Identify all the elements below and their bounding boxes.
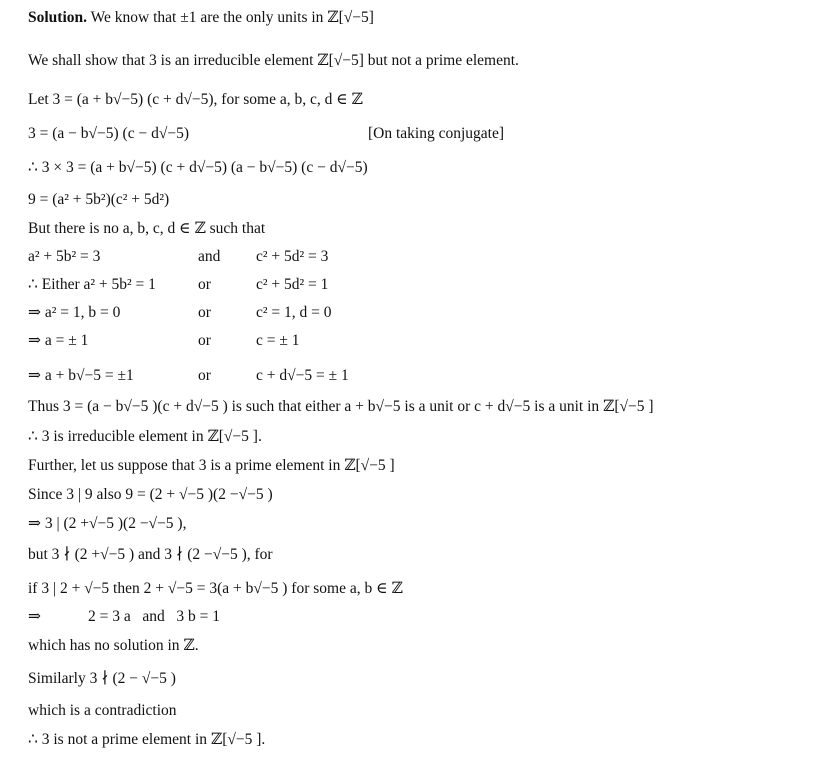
line-text: ∴ 3 is irreducible element in ℤ[√−5 ]. [28, 428, 262, 445]
line-text: 3 = (a − b√−5) (c − d√−5) [28, 125, 190, 142]
connector: or [198, 276, 211, 293]
line-text: Thus 3 = (a − b√−5 )(c + d√−5 ) is such that either a + b√−5 is a unit or c + d√−5 is a unit in ℤ[√−5 ] [28, 398, 654, 415]
line-9 [28, 275, 448, 295]
line-text: We shall show that 3 is an irreducible element ℤ[√−5] but not a prime element. [28, 52, 519, 69]
line-17 [28, 514, 186, 534]
line-3 [28, 90, 363, 110]
line-right: 2 = 3 a and 3 b = 1 [88, 608, 220, 625]
line-18 [28, 545, 273, 565]
line-22 [28, 669, 176, 689]
line-text: Similarly 3 ∤ (2 − √−5 ) [28, 670, 176, 687]
line-14 [28, 427, 262, 447]
line-text: which is a contradiction [28, 702, 177, 719]
line-text: which has no solution in ℤ. [28, 637, 199, 654]
line-20 [28, 607, 328, 627]
line-24 [28, 730, 265, 750]
line-right: c = ± 1 [256, 332, 300, 349]
line-text: but 3 ∤ (2 +√−5 ) and 3 ∤ (2 −√−5 ), for [28, 546, 273, 563]
line-text: Let 3 = (a + b√−5) (c + d√−5), for some a, b, c, d ∈ ℤ [28, 91, 363, 108]
line-1 [28, 8, 374, 28]
connector: or [198, 367, 211, 384]
line-text: 9 = (a² + 5b²)(c² + 5d²) [28, 191, 170, 208]
line-text: ⇒ 3 | (2 +√−5 )(2 −√−5 ), [28, 515, 187, 532]
line-right: c² = 1, d = 0 [256, 304, 332, 321]
line-5 [28, 158, 368, 178]
line-text: ⇒ a = ± 1 [28, 332, 89, 349]
line-text: ∴ 3 is not a prime element in ℤ[√−5 ]. [28, 731, 266, 748]
line-comment: [On taking conjugate] [368, 125, 505, 142]
connector: or [198, 332, 211, 349]
solution-heading: Solution. [28, 9, 88, 26]
line-text: ⇒ a + b√−5 = ±1 [28, 367, 134, 384]
line-4 [28, 124, 548, 144]
line-text: ∴ 3 × 3 = (a + b√−5) (c + d√−5) (a − b√−5) (c − d√−5) [28, 159, 368, 176]
line-right: c + d√−5 = ± 1 [256, 367, 349, 384]
line-7 [28, 219, 265, 239]
line-16 [28, 485, 273, 505]
line-15 [28, 456, 395, 476]
line-11 [28, 331, 448, 351]
line-10 [28, 303, 448, 323]
line-right: c² + 5d² = 1 [256, 276, 329, 293]
line-text: We know that ±1 are the only units in ℤ[√−5] [87, 9, 374, 26]
line-text: Since 3 | 9 also 9 = (2 + √−5 )(2 −√−5 ) [28, 486, 273, 503]
line-13 [28, 397, 654, 417]
connector: or [198, 304, 211, 321]
line-2 [28, 51, 519, 71]
line-text: if 3 | 2 + √−5 then 2 + √−5 = 3(a + b√−5 ) for some a, b ∈ ℤ [28, 580, 403, 597]
line-text: ⇒ [28, 608, 41, 625]
line-text: Further, let us suppose that 3 is a prime element in ℤ[√−5 ] [28, 457, 395, 474]
line-text: But there is no a, b, c, d ∈ ℤ such that [28, 220, 266, 237]
connector: and [198, 248, 221, 265]
line-19 [28, 579, 403, 599]
line-text: ⇒ a² = 1, b = 0 [28, 304, 121, 321]
line-21 [28, 636, 199, 656]
line-6 [28, 190, 169, 210]
line-right: c² + 5d² = 3 [256, 248, 329, 265]
line-12 [28, 366, 448, 386]
line-text: ∴ Either a² + 5b² = 1 [28, 276, 156, 293]
line-8 [28, 247, 448, 267]
line-text: a² + 5b² = 3 [28, 248, 101, 265]
line-23 [28, 701, 177, 721]
